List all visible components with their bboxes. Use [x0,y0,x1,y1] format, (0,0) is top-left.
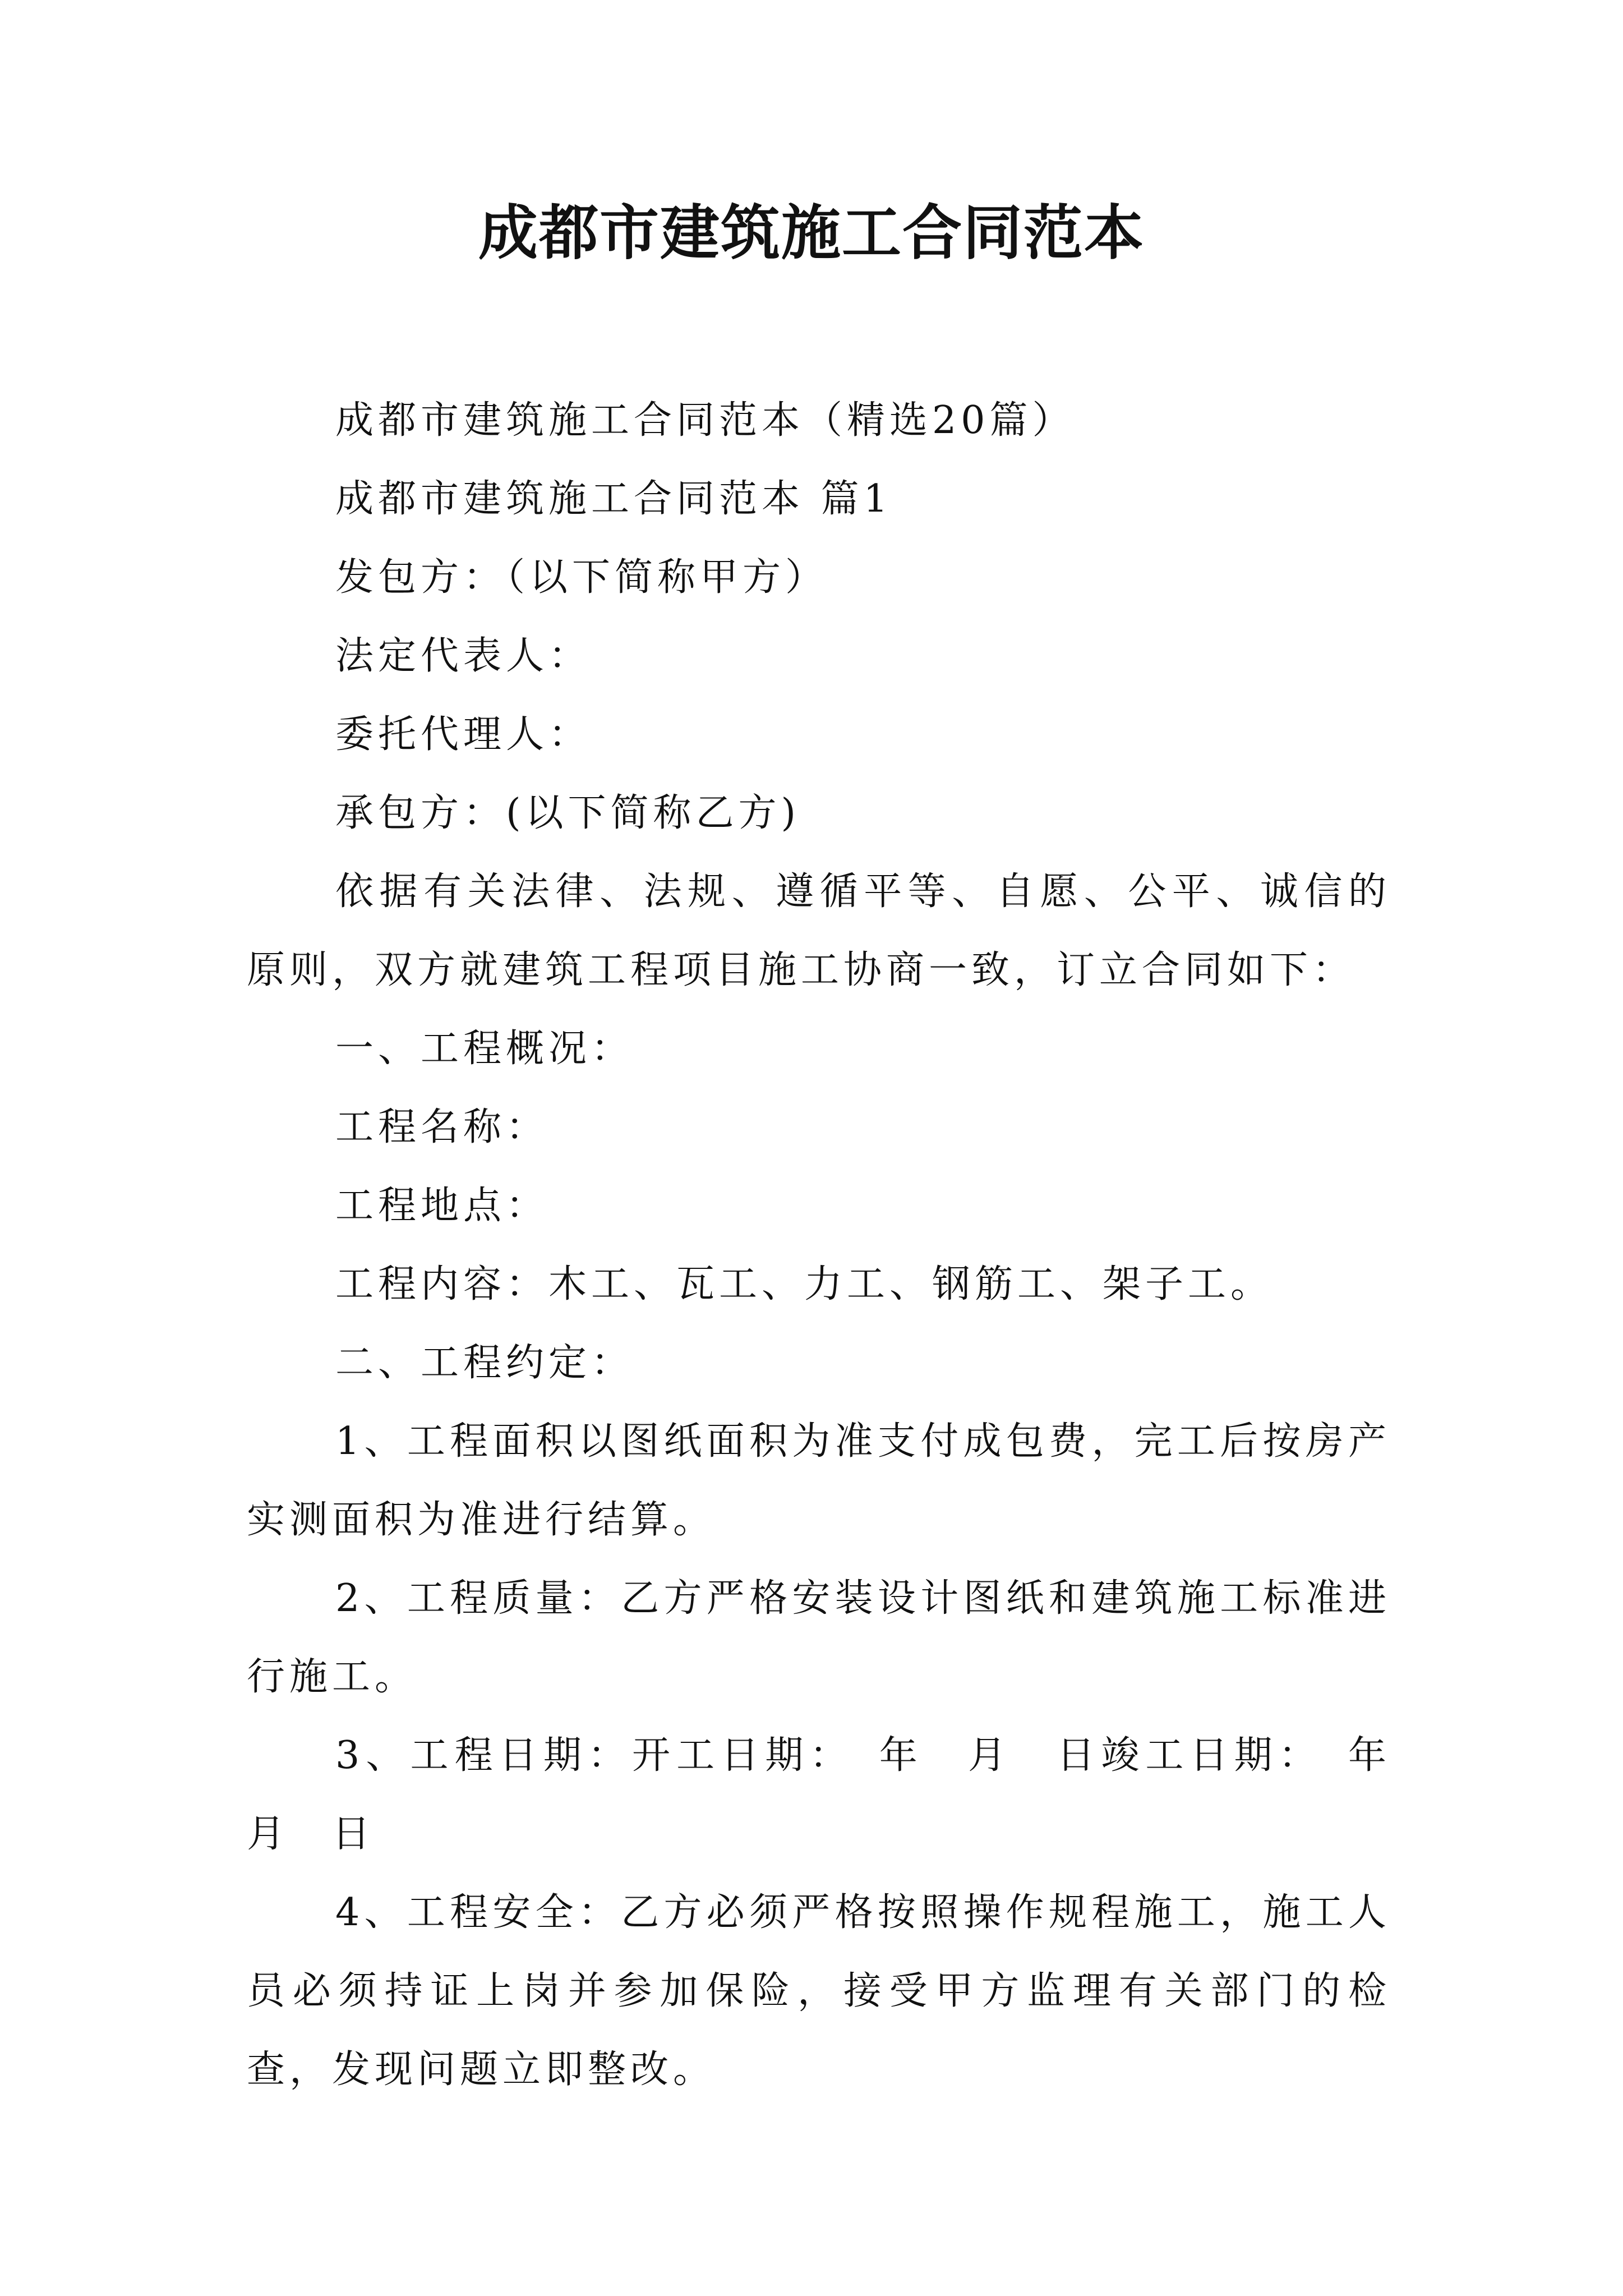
paragraph-section-heading: 成都市建筑施工合同范本 篇1 [335,477,892,521]
paragraph-agreement-heading: 二、工程约定： [335,1341,634,1385]
paragraph-project-location: 工程地点： [335,1184,549,1228]
paragraph-party-b: 承包方：(以下简称乙方) [335,791,801,835]
paragraph-clause-4: 4、工程安全：乙方必须严格按照操作规程施工，施工人员必须持证上岗并参加保险，接受甲方监理有关部门的检查，发现问题立即整改。 [247,1890,1391,2092]
paragraph-clause-3: 3、工程日期：开工日期： 年 月 日竣工日期： 年 月 日 [247,1733,1434,1856]
paragraph-clause-2: 2、工程质量：乙方严格安装设计图纸和建筑施工标准进行施工。 [247,1576,1391,1699]
paragraph-party-a: 发包方：（以下简称甲方） [335,555,828,600]
paragraph-project-name: 工程名称： [335,1105,549,1149]
paragraph-preamble: 依据有关法律、法规、遵循平等、自愿、公平、诚信的原则，双方就建筑工程项目施工协商一致，订立合同如下： [247,869,1391,992]
document-title: 成都市建筑施工合同范本 [478,197,1145,268]
paragraph-project-content: 工程内容：木工、瓦工、力工、钢筋工、架子工。 [335,1262,1274,1306]
paragraph-authorized-agent: 委托代理人： [335,712,592,757]
paragraph-overview-heading: 一、工程概况： [335,1027,634,1071]
document-body [247,381,1434,2109]
paragraph-subtitle: 成都市建筑施工合同范本（精选20篇） [335,398,1075,443]
paragraph-legal-representative: 法定代表人： [335,634,592,678]
paragraph-clause-1: 1、工程面积以图纸面积为准支付成包费，完工后按房产实测面积为准进行结算。 [247,1419,1391,1542]
